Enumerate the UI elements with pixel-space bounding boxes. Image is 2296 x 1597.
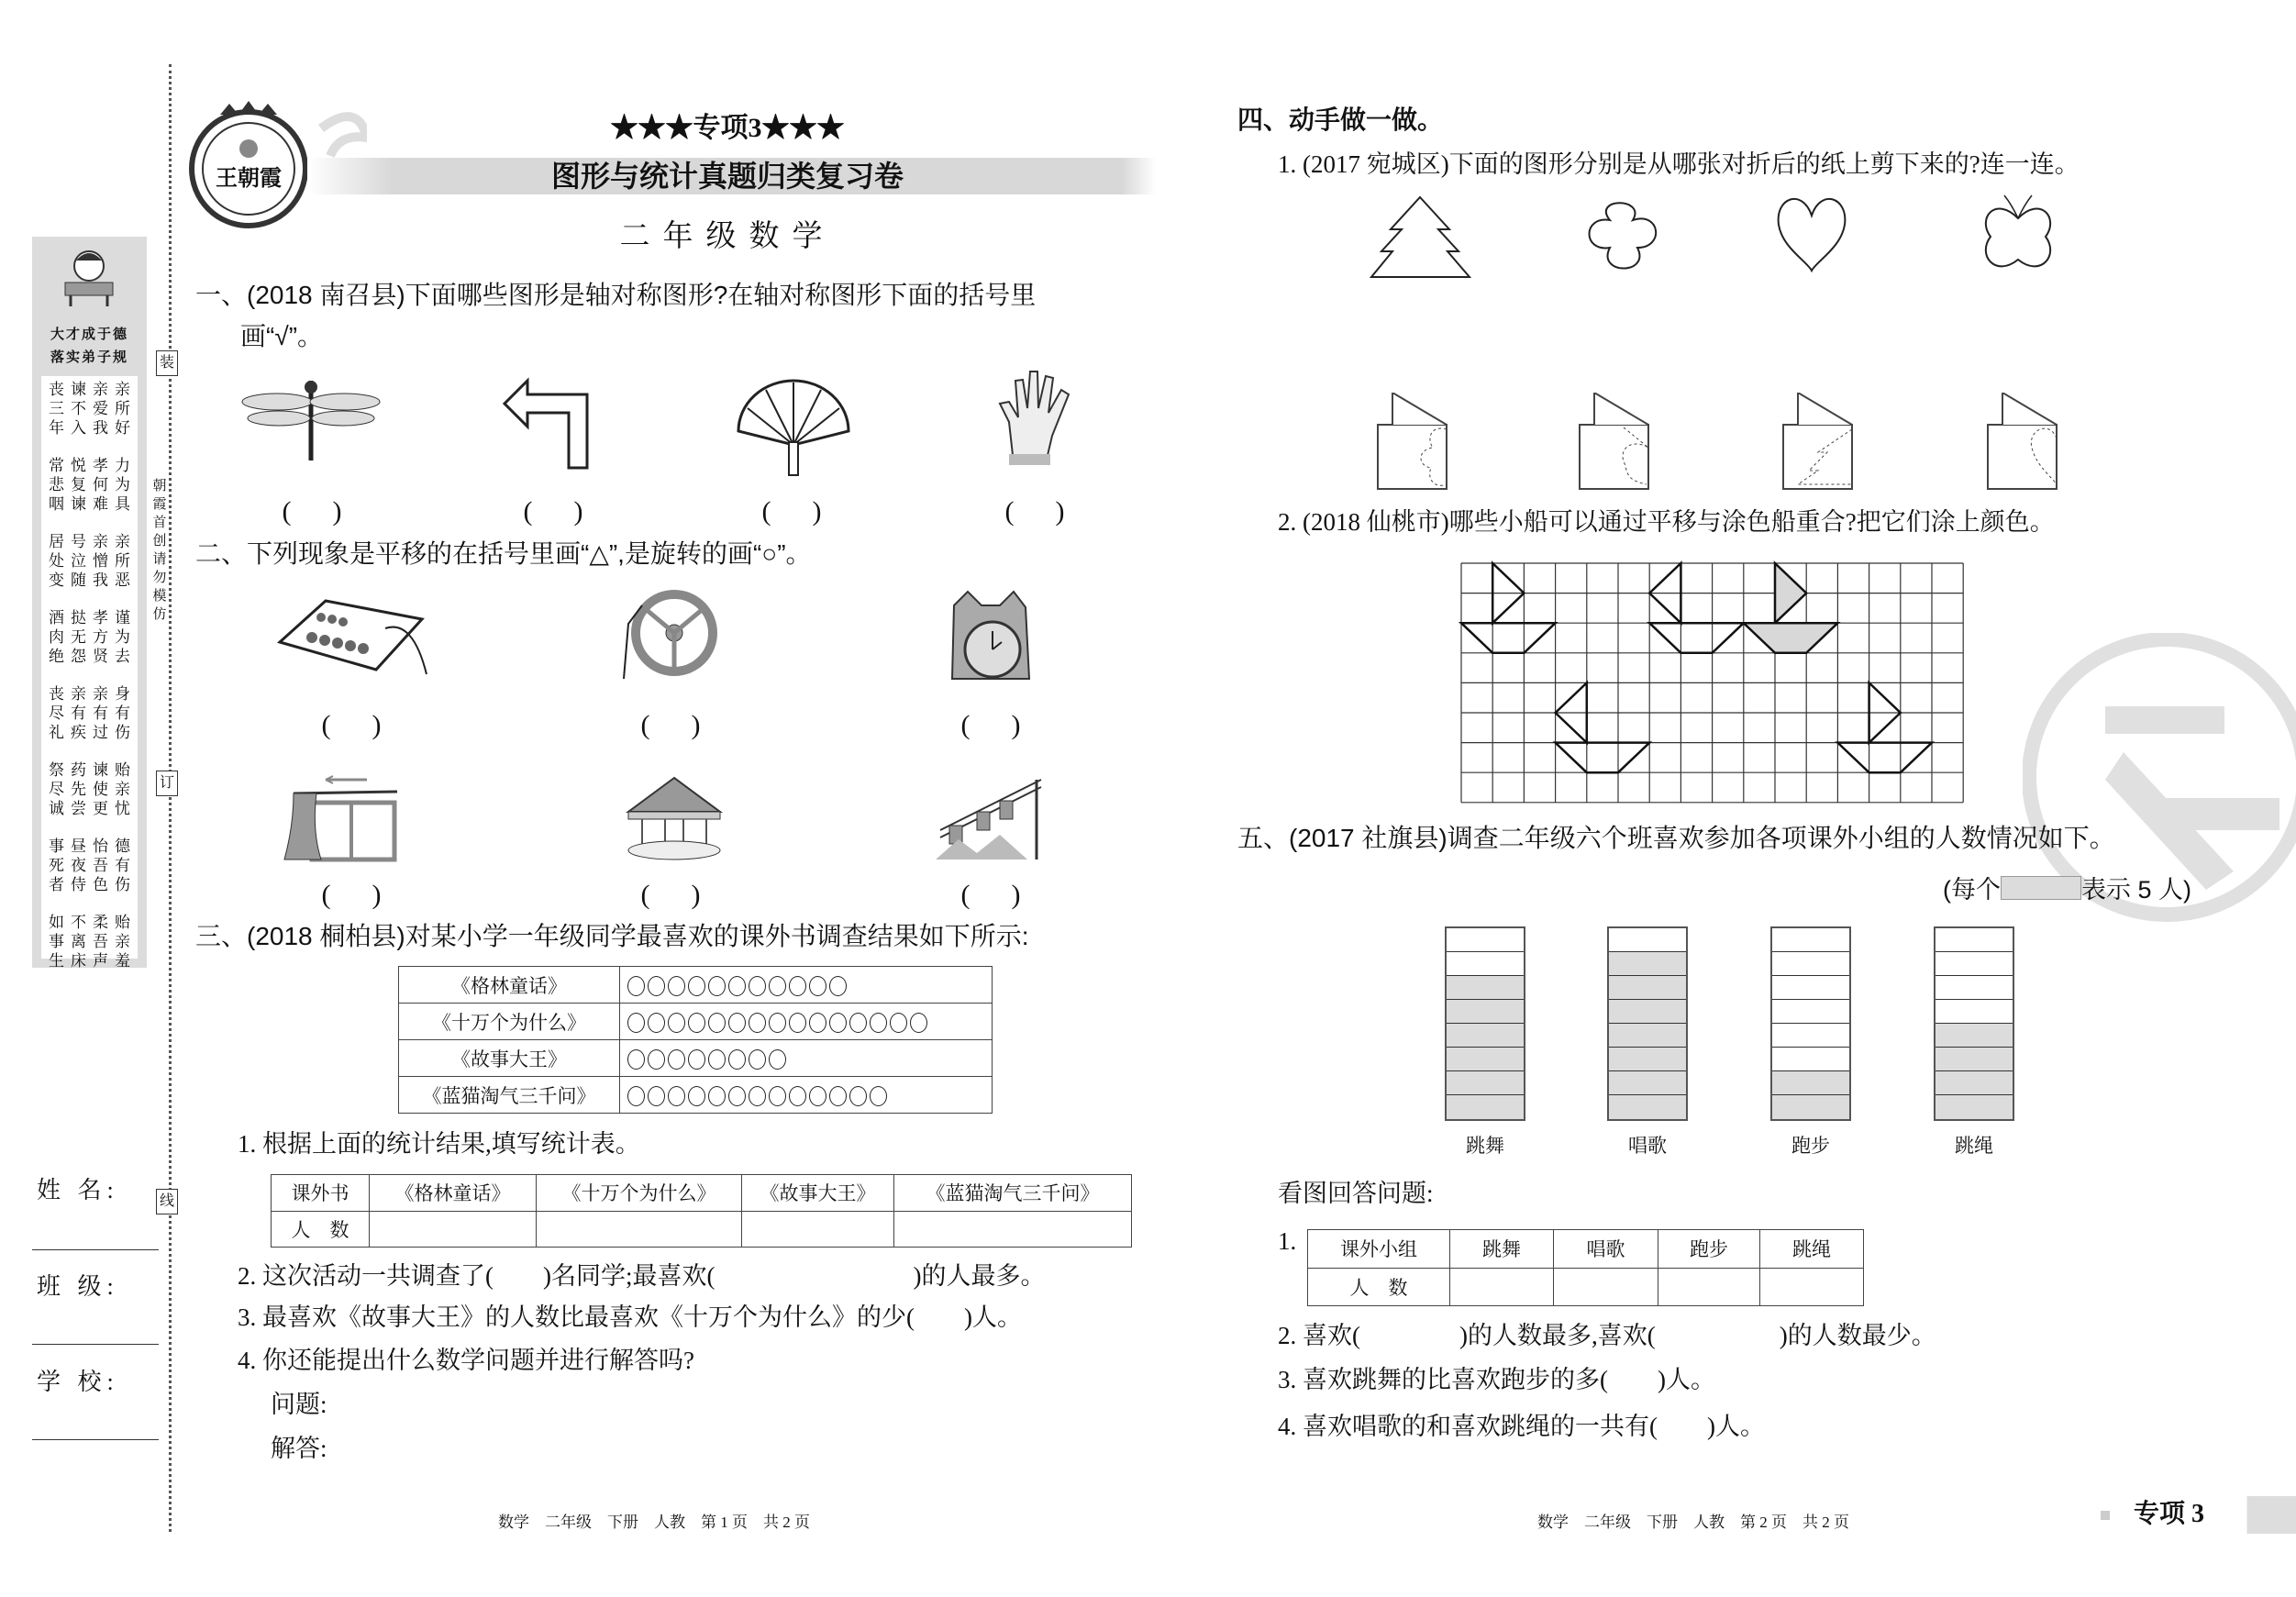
answer-cell[interactable] (1450, 1268, 1554, 1306)
section4-q1: 1. (2017 宛城区)下面的图形分别是从哪张对折后的纸上剪下来的?连一连。 (1278, 150, 2080, 178)
answer-cell[interactable] (894, 1211, 1132, 1248)
shaded-boat-sail (1775, 563, 1806, 623)
poem-stanza: 事昼怡德 死夜吾有 者侍色伤 (49, 837, 137, 893)
bar-cell-filled (1609, 952, 1686, 976)
vote-circle-icon (809, 976, 826, 996)
answer-cell[interactable] (370, 1211, 537, 1248)
vote-circle-icon (769, 976, 786, 996)
q4-text: 4. 喜欢唱歌的和喜欢跳绳的一共有( )人。 (1278, 1413, 1765, 1440)
question-label: 问题: (271, 1391, 327, 1418)
binding-label: 订 (156, 771, 178, 796)
vote-circle-icon (708, 1049, 726, 1070)
bar-cell-filled (1447, 1071, 1524, 1095)
series-label: ★★★专项3★★★ (610, 113, 845, 143)
answer-cell[interactable] (742, 1211, 894, 1248)
flower-shape-icon (1578, 193, 1669, 280)
vote-circle-icon (849, 1013, 867, 1033)
legend-prefix: (每个 (1942, 876, 2001, 904)
bar-cell-empty (1447, 928, 1524, 952)
vote-circle-icon (708, 976, 726, 996)
bar-3 (1770, 926, 1851, 1121)
class-field[interactable] (32, 1344, 159, 1345)
vote-circles (620, 1040, 993, 1077)
answer-paren[interactable]: ( ) (960, 710, 1021, 740)
answer-paren[interactable]: ( ) (321, 880, 382, 910)
vote-circle-icon (809, 1013, 826, 1033)
folded-paper-3-icon (1783, 393, 1852, 489)
name-field-label: 姓 名: (37, 1177, 119, 1203)
bar-cell-filled (1609, 1000, 1686, 1024)
logo-text: 王朝霞 (216, 167, 282, 191)
poem-stanza: 丧谏亲亲 三不爱所 年入我好 (49, 381, 137, 437)
q2-text: 2. 这次活动一共调查了( )名同学;最喜欢( )的人最多。 (238, 1262, 1046, 1290)
vote-circle-icon (829, 1013, 847, 1033)
book-stats-table (271, 1174, 1132, 1248)
table-header: 课外小组 (1308, 1230, 1450, 1269)
vote-circle-icon (769, 1013, 786, 1033)
section4-q2: 2. (2018 仙桃市)哪些小船可以通过平移与涂色船重合?把它们涂上颜色。 (1278, 508, 2055, 536)
q1-text: 1. 根据上面的统计结果,填写统计表。 (238, 1130, 640, 1158)
table-header: 《十万个为什么》 (537, 1175, 742, 1212)
vote-circle-icon (688, 976, 705, 996)
vote-circle-icon (668, 976, 685, 996)
answer-cell[interactable] (537, 1211, 742, 1248)
folded-paper-1-icon (1378, 393, 1447, 489)
poem-stanza: 常悦孝力 悲复何为 咽谏难具 (49, 457, 137, 513)
bar-cell-empty (1609, 928, 1686, 952)
bar-cell-filled (1609, 1024, 1686, 1048)
answer-paren[interactable]: ( ) (761, 496, 822, 527)
vote-circle-icon (910, 1013, 927, 1033)
poem-stanza: 如不柔贻 事离吾亲 生床声羞 (49, 914, 137, 970)
vote-circle-icon (668, 1049, 685, 1070)
vote-circle-icon (749, 1086, 766, 1106)
bar-cell-empty (1772, 976, 1849, 1000)
vote-circle-icon (829, 976, 847, 996)
copyright-notice: 朝霞首创 请勿模仿 (152, 479, 167, 622)
cat-clock-icon (945, 587, 1037, 688)
poem-stanza: 丧亲亲身 尽有有有 礼疾过伤 (49, 685, 137, 741)
boat-hull (1649, 623, 1744, 653)
vote-circle-icon (627, 1086, 645, 1106)
curtain-icon (280, 775, 399, 862)
abacus-icon (275, 592, 431, 683)
tree-shape-icon (1367, 194, 1477, 282)
bar-4 (1934, 926, 2014, 1121)
boat-hull (1556, 743, 1650, 773)
bent-arrow-icon (500, 376, 601, 472)
section1-title-cont: 画“√”。 (240, 322, 324, 350)
bar-cell-filled (1936, 1048, 2013, 1071)
fan-icon (734, 376, 853, 477)
sidebar-motto-panel (32, 237, 147, 968)
motto-line-1: 大才成于德 (50, 327, 128, 342)
table-header: 《蓝猫淘气三千问》 (894, 1175, 1132, 1212)
vote-circle-icon (728, 1049, 746, 1070)
vote-circles (620, 1004, 993, 1040)
table-header: 唱歌 (1554, 1230, 1658, 1269)
answer-paren[interactable]: ( ) (640, 710, 701, 740)
q3-text: 3. 最喜欢《故事大王》的人数比最喜欢《十万个为什么》的少( )人。 (238, 1303, 1022, 1331)
vote-circle-icon (627, 1049, 645, 1070)
poem-stanza: 居号亲亲 处泣憎所 变随我恶 (49, 533, 137, 589)
school-field-label: 学 校: (37, 1369, 119, 1395)
vote-circle-icon (829, 1086, 847, 1106)
vote-circle-icon (648, 976, 665, 996)
vote-circles (620, 1077, 993, 1114)
vote-circle-icon (708, 1086, 726, 1106)
bar-cell-empty (1772, 1048, 1849, 1071)
section4-title: 四、动手做一做。 (1237, 105, 1444, 134)
bar-cell-filled (1609, 1048, 1686, 1071)
answer-paren[interactable]: ( ) (640, 880, 701, 910)
section1-title: 一、(2018 南召县)下面哪些图形是轴对称图形?在轴对称图形下面的括号里 (195, 281, 1037, 309)
vote-circle-icon (749, 976, 766, 996)
survey-row (399, 1040, 993, 1077)
heart-shape-icon (1775, 193, 1848, 275)
bar-2 (1607, 926, 1688, 1121)
shaded-boat-hull (1744, 623, 1838, 653)
book-title: 《蓝猫淘气三千问》 (399, 1077, 620, 1114)
legend-swatch (2001, 876, 2081, 900)
book-title: 《十万个为什么》 (399, 1004, 620, 1040)
bar-cell-filled (1936, 1024, 2013, 1048)
bar-cell-filled (1447, 1024, 1524, 1048)
vote-circle-icon (648, 1086, 665, 1106)
boat-hull (1461, 623, 1556, 653)
bar-cell-filled (1936, 1071, 2013, 1095)
school-field[interactable] (32, 1439, 159, 1440)
answer-paren[interactable]: ( ) (282, 496, 342, 527)
hand-icon (995, 367, 1078, 468)
binding-label: 装 (156, 350, 178, 376)
motto-line-2: 落实弟子规 (50, 350, 128, 365)
poem-stanza: 祭药谏贻 尽先使亲 诚尝更忧 (49, 761, 137, 817)
bar-cell-empty (1936, 952, 2013, 976)
vote-circle-icon (648, 1013, 665, 1033)
table-header: 跳舞 (1450, 1230, 1554, 1269)
q2-text: 2. 喜欢( )的人数最多,喜欢( )的人数最少。 (1278, 1322, 1936, 1349)
bar-label: 唱歌 (1628, 1135, 1667, 1157)
bar-cell-empty (1772, 1024, 1849, 1048)
vote-circle-icon (890, 1013, 907, 1033)
club-stats-table (1307, 1229, 1864, 1306)
bar-cell-empty (1936, 928, 2013, 952)
vote-circle-icon (789, 1013, 806, 1033)
vote-circle-icon (870, 1013, 887, 1033)
answer-cell[interactable] (1760, 1268, 1864, 1306)
bar-label: 跳绳 (1955, 1135, 1993, 1157)
section2-title: 二、下列现象是平移的在括号里画“△”,是旋转的画“○”。 (195, 539, 812, 568)
answer-paren[interactable]: ( ) (321, 710, 382, 740)
bar-cell-filled (1936, 1095, 2013, 1119)
page-title: 图形与统计真题归类复习卷 (550, 160, 904, 193)
table-header: 跳绳 (1760, 1230, 1864, 1269)
page-subtitle: 二年级数学 (619, 218, 836, 252)
bar-cell-empty (1772, 928, 1849, 952)
chart-legend (1943, 870, 2191, 905)
vote-circle-icon (668, 1086, 685, 1106)
student-illustration-icon (60, 244, 119, 308)
book-title: 《格林童话》 (399, 967, 620, 1004)
q4-text: 4. 你还能提出什么数学问题并进行解答吗? (238, 1347, 694, 1374)
vote-circle-icon (749, 1013, 766, 1033)
bar-cell-empty (1772, 1000, 1849, 1024)
q1-number: 1. (1278, 1227, 1297, 1255)
vote-circle-icon (789, 976, 806, 996)
table-header: 《故事大王》 (742, 1175, 894, 1212)
footer-right: 数学 二年级 下册 人教 第 2 页 共 2 页 (1537, 1514, 1849, 1531)
folded-paper-4-icon (1988, 393, 2057, 489)
vote-circle-icon (627, 976, 645, 996)
table-header: 跑步 (1658, 1230, 1760, 1269)
dizigui-poem (41, 376, 138, 970)
vote-circle-icon (627, 1013, 645, 1033)
bar-cell-empty (1936, 976, 2013, 1000)
answer-paren[interactable]: ( ) (960, 880, 1021, 910)
vote-circle-icon (870, 1086, 887, 1106)
boat-hull (1837, 743, 1932, 773)
survey-pictograph-table (398, 966, 993, 1114)
footer-left: 数学 二年级 下册 人教 第 1 页 共 2 页 (498, 1514, 810, 1531)
class-field-label: 班 级: (37, 1273, 119, 1300)
binding-label: 线 (156, 1189, 178, 1214)
section-tab-label: 专项 3 (2134, 1500, 2205, 1528)
book-title: 《故事大王》 (399, 1040, 620, 1077)
answer-cell[interactable] (1554, 1268, 1658, 1306)
bar-cell-empty (1772, 952, 1849, 976)
vote-circle-icon (789, 1086, 806, 1106)
vote-circle-icon (688, 1049, 705, 1070)
table-header: 《格林童话》 (370, 1175, 537, 1212)
vote-circle-icon (749, 1049, 766, 1070)
bar-cell-filled (1447, 1048, 1524, 1071)
bar-label: 跑步 (1791, 1135, 1830, 1157)
vote-circle-icon (668, 1013, 685, 1033)
binding-dotted-line (169, 64, 172, 1532)
folded-papers (1376, 393, 2293, 492)
vote-circles (620, 967, 993, 1004)
vote-circle-icon (769, 1086, 786, 1106)
vote-circle-icon (769, 1049, 786, 1070)
butterfly-shape-icon (1977, 191, 2059, 278)
vote-circle-icon (728, 1013, 746, 1033)
vote-circle-icon (688, 1013, 705, 1033)
vote-circle-icon (688, 1086, 705, 1106)
bar-cell-filled (1609, 1095, 1686, 1119)
section5-title: 五、(2017 社旗县)调查二年级六个班喜欢参加各项课外小组的人数情况如下。 (1237, 824, 2115, 852)
name-field[interactable] (32, 1249, 159, 1250)
answer-paren[interactable]: ( ) (1004, 496, 1065, 527)
bar-cell-empty (1447, 952, 1524, 976)
folded-paper-2-icon (1580, 393, 1648, 489)
bar-cell-filled (1447, 976, 1524, 1000)
carousel-icon (624, 775, 725, 862)
bar-cell-filled (1609, 976, 1686, 1000)
boat-translation-grid (1459, 560, 1969, 808)
survey-row (399, 1004, 993, 1040)
steering-wheel-icon (619, 587, 720, 688)
legend-suffix: 表示 5 人) (2080, 876, 2191, 904)
table-header: 课外书 (272, 1175, 370, 1212)
section-tab (2101, 1496, 2296, 1534)
row-label: 人 数 (1308, 1268, 1450, 1306)
vote-circle-icon (648, 1049, 665, 1070)
vote-circle-icon (728, 1086, 746, 1106)
bar-cell-empty (1936, 1000, 2013, 1024)
dragonfly-icon (240, 376, 383, 463)
vote-circle-icon (849, 1086, 867, 1106)
answer-paren[interactable]: ( ) (523, 496, 583, 527)
poem-stanza: 酒挞孝谨 肉无方为 绝怨贤去 (49, 609, 137, 665)
section3-title: 三、(2018 桐柏县)对某小学一年级同学最喜欢的课外书调查结果如下所示: (195, 922, 1029, 950)
section5-prompt: 看图回答问题: (1278, 1180, 1434, 1207)
cable-car-icon (936, 775, 1046, 862)
bar-label: 跳舞 (1466, 1135, 1504, 1157)
survey-row (399, 967, 993, 1004)
row-label: 人 数 (272, 1211, 370, 1248)
bar-cell-filled (1447, 1000, 1524, 1024)
answer-label: 解答: (271, 1435, 327, 1462)
survey-row (399, 1077, 993, 1114)
bar-cell-filled (1772, 1095, 1849, 1119)
vote-circle-icon (809, 1086, 826, 1106)
bar-cell-filled (1772, 1071, 1849, 1095)
bar-cell-filled (1609, 1071, 1686, 1095)
vote-circle-icon (728, 976, 746, 996)
bar-1 (1445, 926, 1525, 1121)
vote-circle-icon (708, 1013, 726, 1033)
answer-cell[interactable] (1658, 1268, 1760, 1306)
q3-text: 3. 喜欢跳舞的比喜欢跑步的多( )人。 (1278, 1366, 1715, 1393)
bar-cell-filled (1447, 1095, 1524, 1119)
